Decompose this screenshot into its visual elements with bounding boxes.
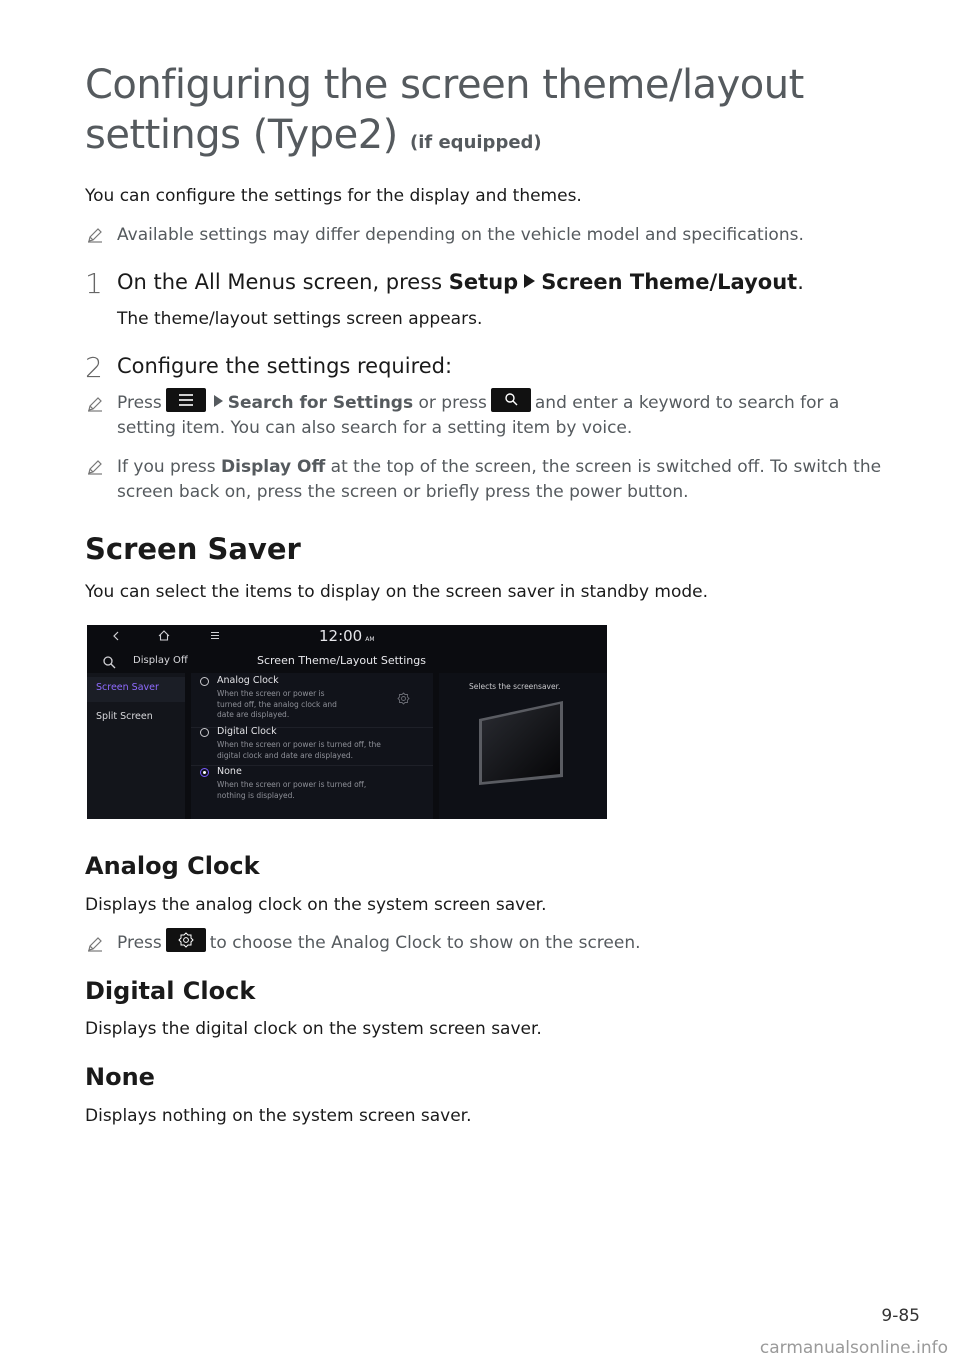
title-line2 xyxy=(85,110,905,168)
note-search-line2: setting item. You can also search for a setting item by voice. xyxy=(117,418,633,438)
note-search-rest: and enter a keyword to search for a xyxy=(534,393,840,413)
pencil-note-icon xyxy=(86,458,104,476)
step-1-period: . xyxy=(797,270,804,294)
note-or-press: or press xyxy=(418,393,487,413)
heading-none: None xyxy=(85,1063,155,1091)
note-available-settings: Available settings may differ depending on the vehicle model and specifications. xyxy=(117,225,804,245)
heading-digital-clock: Digital Clock xyxy=(85,977,256,1005)
step-1-result: The theme/layout settings screen appears. xyxy=(117,309,483,329)
radio-none[interactable] xyxy=(200,768,209,777)
option-desc-line: When the screen or power is turned off, xyxy=(217,780,367,789)
sidebar-item-screen-saver[interactable]: Screen Saver xyxy=(96,682,159,693)
option-none-title[interactable]: None xyxy=(217,766,242,777)
gear-icon[interactable] xyxy=(397,692,410,705)
gear-button-graphic xyxy=(166,928,206,952)
step-1-instruction xyxy=(117,266,804,298)
note-display-off xyxy=(117,455,907,505)
gear-icon xyxy=(166,928,206,952)
back-icon xyxy=(111,631,121,641)
page-number: 9-85 xyxy=(881,1306,920,1326)
step-2-instruction: Configure the settings required: xyxy=(117,354,453,378)
settings-header-title: Screen Theme/Layout Settings xyxy=(257,654,426,667)
menu-button-graphic xyxy=(166,388,206,412)
option-analog-clock-desc xyxy=(217,689,337,721)
note-search xyxy=(117,391,897,441)
screensaver-preview-graphic xyxy=(475,699,565,791)
note-search-line1 xyxy=(117,391,897,416)
display-off-button[interactable]: Display Off xyxy=(133,655,188,666)
option-analog-clock-title[interactable]: Analog Clock xyxy=(217,675,279,686)
section-desc: You can select the items to display on the screen saver in standby mode. xyxy=(85,582,709,602)
clock-time: 12:00 xyxy=(319,627,363,645)
search-icon xyxy=(491,388,531,412)
option-desc-line: digital clock and date are displayed. xyxy=(217,750,354,760)
pencil-note-icon xyxy=(86,226,104,244)
home-icon xyxy=(158,630,170,641)
status-clock xyxy=(319,627,375,645)
option-digital-clock-title[interactable]: Digital Clock xyxy=(217,726,277,737)
pencil-note-icon xyxy=(86,395,104,413)
analog-clock-desc: Displays the analog clock on the system screen saver. xyxy=(85,895,547,915)
note-display-off-bold: Display Off xyxy=(221,457,326,477)
arrow-right-icon xyxy=(214,395,223,407)
pencil-note-icon xyxy=(86,935,104,953)
radio-analog-clock[interactable] xyxy=(200,677,209,686)
note-search-for-settings: Search for Settings xyxy=(227,393,414,413)
screen-saver-screenshot xyxy=(87,625,607,819)
intro-text: You can configure the settings for the display and themes. xyxy=(85,186,582,206)
search-button-graphic xyxy=(491,388,531,412)
note-analog-press: Press xyxy=(117,933,162,953)
preview-caption: Selects the screensaver. xyxy=(469,682,561,691)
heading-analog-clock: Analog Clock xyxy=(85,852,260,880)
option-digital-clock-desc xyxy=(217,740,381,761)
note-analog-gear xyxy=(117,931,641,956)
arrow-right-icon xyxy=(524,274,535,288)
note-search-press: Press xyxy=(117,393,162,413)
search-icon[interactable] xyxy=(102,655,116,669)
title-line2-text: settings (Type2) xyxy=(85,112,398,158)
note-display-off-line2: screen back on, press the screen or briefly press the power button. xyxy=(117,482,689,502)
page-title xyxy=(85,60,905,168)
title-suffix: (if equipped) xyxy=(409,132,542,153)
title-line1: Configuring the screen theme/layout xyxy=(85,62,804,108)
option-desc-line: When the screen or power is turned off, the xyxy=(217,740,381,749)
note-analog-rest: to choose the Analog Clock to show on the screen. xyxy=(209,933,641,953)
note-display-off-line1 xyxy=(117,455,907,480)
step-1-setup: Setup xyxy=(448,270,519,294)
note-display-off-post: at the top of the screen, the screen is switched off. To switch the xyxy=(330,457,882,477)
clock-ampm: AM xyxy=(365,636,375,643)
section-heading-screen-saver: Screen Saver xyxy=(85,532,301,566)
sidebar-item-split-screen[interactable]: Split Screen xyxy=(96,711,153,722)
step-2-number: 2 xyxy=(85,351,103,384)
option-none-desc xyxy=(217,780,366,801)
step-1-pre: On the All Menus screen, press xyxy=(117,270,443,294)
option-desc-line: When the screen or power is xyxy=(217,689,325,698)
watermark: carmanualsonline.info xyxy=(759,1338,948,1358)
option-desc-line: turned off, the analog clock and xyxy=(217,699,337,709)
none-desc: Displays nothing on the system screen saver. xyxy=(85,1106,472,1126)
menu-icon xyxy=(166,388,206,412)
digital-clock-desc: Displays the digital clock on the system screen saver. xyxy=(85,1019,542,1039)
step-1-target: Screen Theme/Layout xyxy=(541,270,798,294)
step-1-number: 1 xyxy=(85,267,103,300)
option-desc-line: nothing is displayed. xyxy=(217,790,295,800)
menu-icon xyxy=(210,631,220,640)
note-display-off-pre: If you press xyxy=(117,457,216,477)
radio-digital-clock[interactable] xyxy=(200,728,209,737)
option-desc-line: date are displayed. xyxy=(217,710,290,719)
